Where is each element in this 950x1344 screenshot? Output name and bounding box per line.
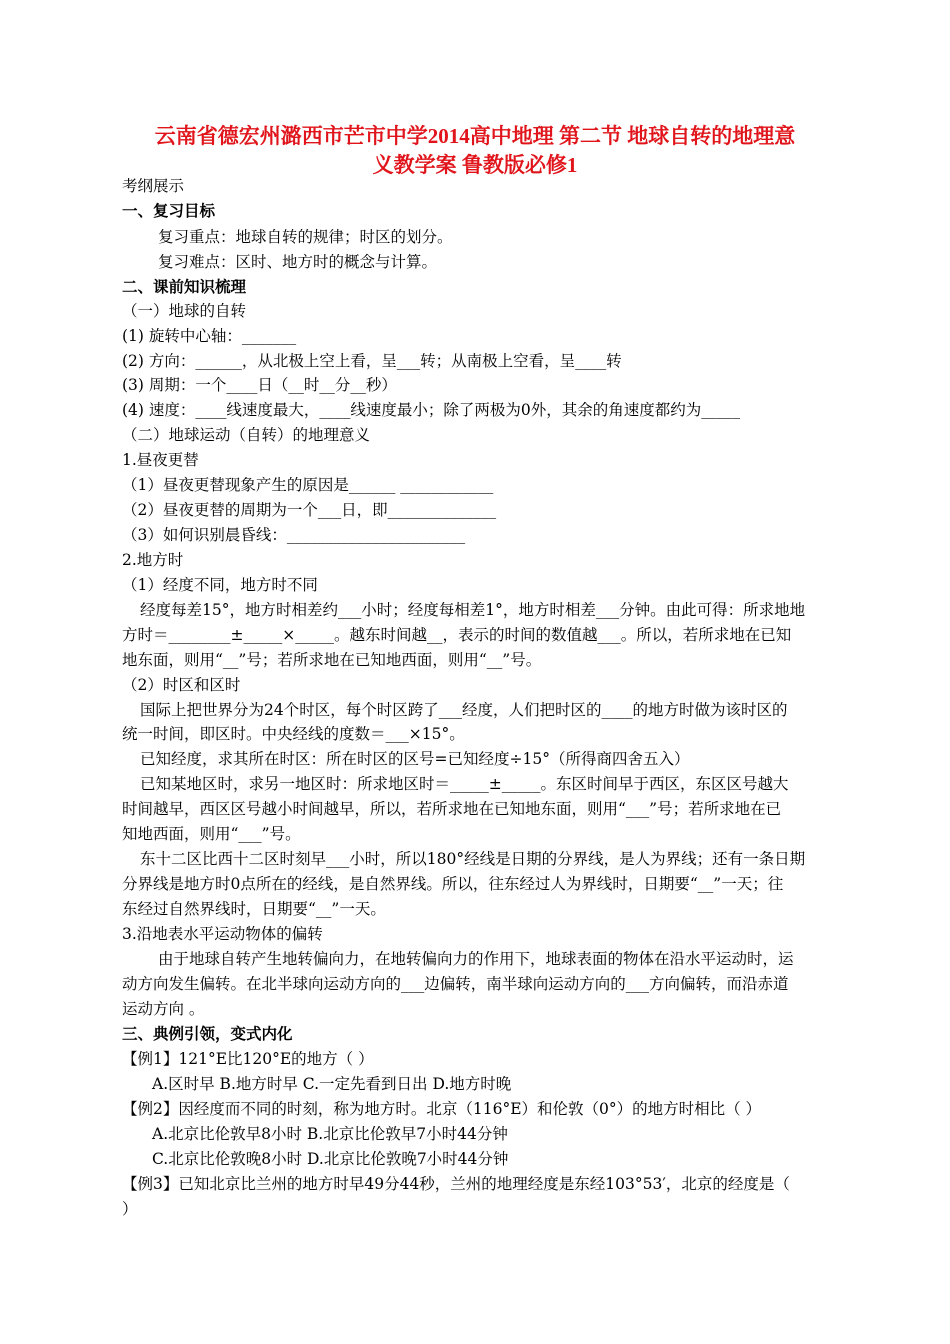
- text-line: （2）昼夜更替的周期为一个___日，即______________: [122, 501, 497, 519]
- text-line: 已知经度，求其所在时区：所在时区的区号=已知经度÷15°（所得商四舍五入）: [140, 750, 690, 768]
- text-line: (1) 旋转中心轴：_______: [122, 327, 297, 345]
- subsection-heading: 3.沿地表水平运动物体的偏转: [122, 925, 323, 943]
- subsection-heading: （2）时区和区时: [122, 676, 241, 694]
- text-line: 动方向发生偏转。在北半球向运动方向的___边偏转，南半球向运动方向的___方向偏转，而沿赤道: [122, 975, 789, 993]
- text-line: 已知某地区时，求另一地区时：所求地区时＝_____±_____。东区时间早于西区，东区区号越大: [140, 775, 789, 793]
- subsection-heading: （二）地球运动（自转）的地理意义: [122, 426, 371, 444]
- text-line: 统一时间，即区时。中央经线的度数＝___×15°。: [122, 725, 465, 743]
- example-question: 【例1】121°E比120°E的地方（ ）: [122, 1050, 374, 1068]
- text-line: 方时＝________±_____×_____。越东时间越__，表示的时间的数值越___。所以，若所求地在已知: [122, 626, 792, 644]
- document-title-line-2: 义教学案 鲁教版必修1: [372, 153, 578, 177]
- text-line: 东十二区比西十二区时刻早___小时，所以180°经线是日期的分界线，是人为界线；还有一条日期: [140, 850, 806, 868]
- text-line: 国际上把世界分为24个时区，每个时区跨了___经度，人们把时区的____的地方时做为该时区的: [140, 701, 788, 719]
- text-line: （1）昼夜更替现象产生的原因是______ ____________: [122, 476, 494, 494]
- example-question: 【例3】已知北京比兰州的地方时早49分44秒，兰州的地理经度是东经103°53′，北京的经度是（: [122, 1175, 790, 1193]
- text-line: 分界线是地方时0点所在的经线，是自然界线。所以，往东经过人为界线时，日期要“__”一天；往: [122, 875, 784, 893]
- document-title-line-1: 云南省德宏州潞西市芒市中学2014高中地理 第二节 地球自转的地理意: [154, 124, 796, 148]
- text-line: 地东面，则用“__”号；若所求地在已知地西面，则用“__”号。: [122, 651, 542, 669]
- text-line: 复习难点：区时、地方时的概念与计算。: [158, 253, 438, 271]
- text-line: (4) 速度：____线速度最大，____线速度最小；除了两极为0外，其余的角速度都约为_____: [122, 401, 740, 419]
- answer-options: A.北京比伦敦早8小时 B.北京比伦敦早7小时44分钟: [152, 1125, 508, 1143]
- subsection-heading: 1.昼夜更替: [122, 451, 199, 469]
- text-line: （1）经度不同，地方时不同: [122, 576, 318, 594]
- section-heading: 二、课前知识梳理: [122, 277, 247, 296]
- text-line: （3）如何识别晨昏线：_______________________: [122, 526, 466, 544]
- subsection-heading: （一）地球的自转: [122, 302, 247, 320]
- text-line: (2) 方向：______，从北极上空上看，呈___转；从南极上空看，呈____转: [122, 352, 622, 370]
- text-line: (3) 周期：一个____日（__时__分__秒）: [122, 376, 397, 394]
- text-line: 复习重点：地球自转的规律；时区的划分。: [158, 228, 453, 246]
- text-line: 经度每差15°，地方时相差约___小时；经度每相差1°，地方时相差___分钟。由此可得：所求地地: [140, 601, 806, 619]
- text-line: 由于地球自转产生地转偏向力，在地转偏向力的作用下，地球表面的物体在沿水平运动时，运: [158, 950, 794, 968]
- section-heading: 三、典例引领，变式内化: [122, 1024, 293, 1043]
- section-label: 考纲展示: [122, 177, 185, 195]
- answer-options: A.区时早 B.地方时早 C.一定先看到日出 D.地方时晚: [152, 1075, 512, 1093]
- text-line: 时间越早，西区区号越小时间越早，所以，若所求地在已知地东面，则用“___”号；若所求地在已: [122, 800, 782, 818]
- text-line: ）: [122, 1200, 138, 1218]
- subsection-heading: 2.地方时: [122, 551, 184, 569]
- answer-options: C.北京比伦敦晚8小时 D.北京比伦敦晚7小时44分钟: [152, 1150, 509, 1168]
- text-line: 东经过自然界线时，日期要“__”一天。: [122, 900, 386, 918]
- text-line: 知地西面，则用“___”号。: [122, 825, 301, 843]
- section-heading: 一、复习目标: [122, 201, 216, 220]
- text-line: 运动方向 。: [122, 1000, 205, 1018]
- example-question: 【例2】因经度而不同的时刻，称为地方时。北京（116°E）和伦敦（0°）的地方时相比（ ）: [122, 1100, 762, 1118]
